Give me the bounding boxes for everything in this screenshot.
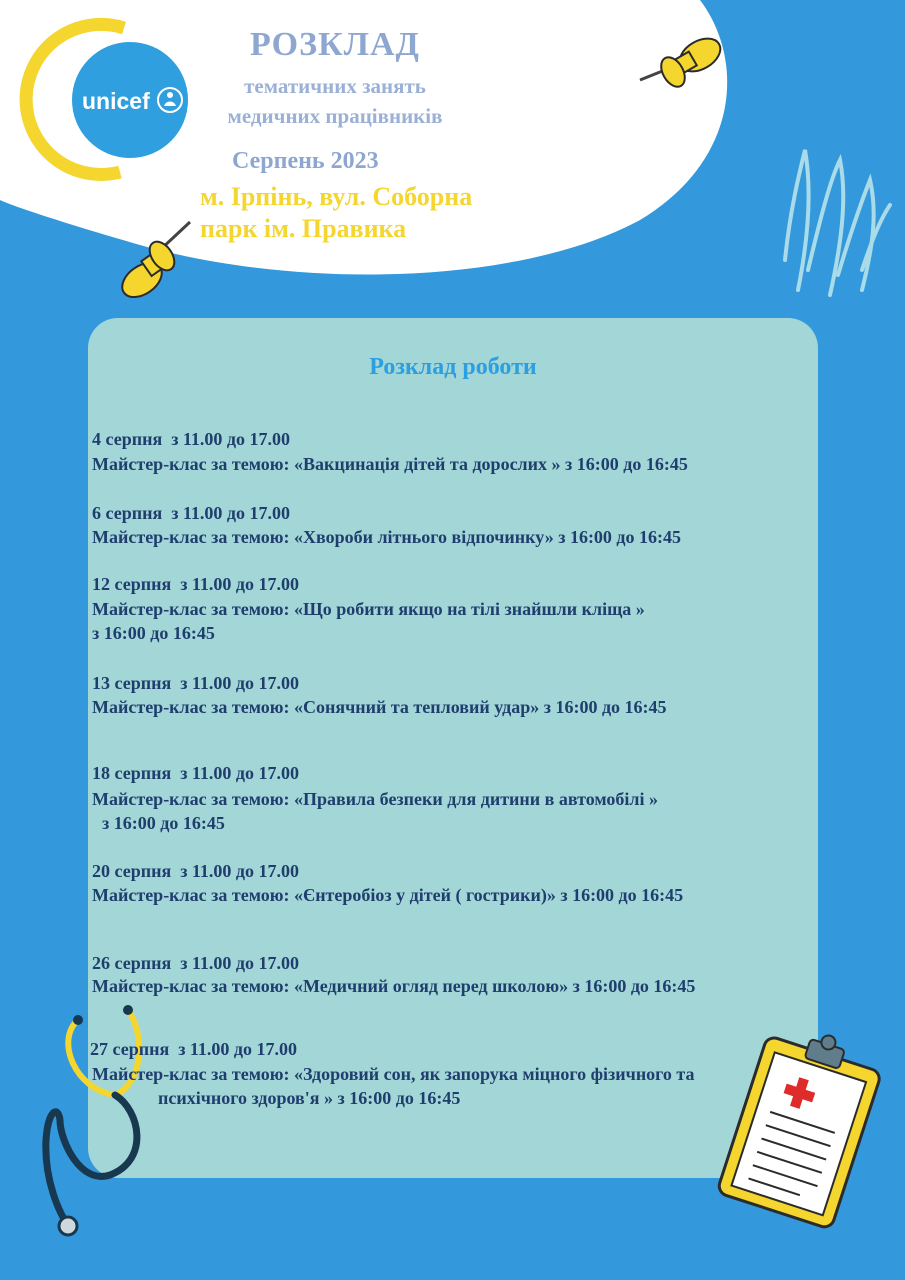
- unicef-logo-text: unicef: [82, 88, 150, 114]
- event-description: Майстер-клас за темою: «Сонячний та тепловий удар» з 16:00 до 16:45: [92, 697, 667, 717]
- event-date: 4 серпня з 11.00 до 17.00: [92, 429, 291, 449]
- panel-title: Розклад роботи: [369, 354, 537, 380]
- unicef-emblem-icon: [156, 86, 184, 114]
- subtitle-line-2: медичних працівників: [227, 104, 443, 128]
- event-description: Майстер-клас за темою: «Правила безпеки для дитини в автомобілі »: [92, 789, 659, 809]
- event-date: 27 серпня з 11.00 до 17.00: [90, 1039, 298, 1059]
- event-description: Майстер-клас за темою: «Вакцинація дітей та дорослих » з 16:00 до 16:45: [92, 454, 688, 474]
- event-description: Майстер-клас за темою: «Що робити якщо на тілі знайшли кліща »: [92, 599, 645, 619]
- page-title: РОЗКЛАД: [250, 26, 420, 63]
- event-date: 20 серпня з 11.00 до 17.00: [92, 861, 300, 881]
- event-description-continued: психічного здоров'я » з 16:00 до 16:45: [158, 1088, 461, 1108]
- event-date: 26 серпня з 11.00 до 17.00: [92, 953, 300, 973]
- address-line-1: м. Ірпінь, вул. Соборна: [200, 182, 473, 211]
- event-time: з 16:00 до 16:45: [92, 623, 215, 643]
- month-label: Серпень 2023: [232, 148, 379, 174]
- event-description: Майстер-клас за темою: «Медичний огляд перед школою» з 16:00 до 16:45: [92, 976, 696, 996]
- event-description: Майстер-клас за темою: «Здоровий сон, як запорука міцного фізичного та: [92, 1064, 695, 1084]
- event-date: 6 серпня з 11.00 до 17.00: [92, 503, 291, 523]
- event-description: Майстер-клас за темою: «Єнтеробіоз у дітей ( гострики)» з 16:00 до 16:45: [92, 885, 684, 905]
- event-date: 12 серпня з 11.00 до 17.00: [92, 574, 300, 594]
- address-line-2: парк ім. Правика: [200, 214, 407, 243]
- event-description: Майстер-клас за темою: «Хвороби літнього відпочинку» з 16:00 до 16:45: [92, 527, 682, 547]
- event-date: 13 серпня з 11.00 до 17.00: [92, 673, 300, 693]
- event-date: 18 серпня з 11.00 до 17.00: [92, 763, 300, 783]
- subtitle-line-1: тематичних занять: [244, 74, 426, 98]
- event-time: з 16:00 до 16:45: [102, 813, 225, 833]
